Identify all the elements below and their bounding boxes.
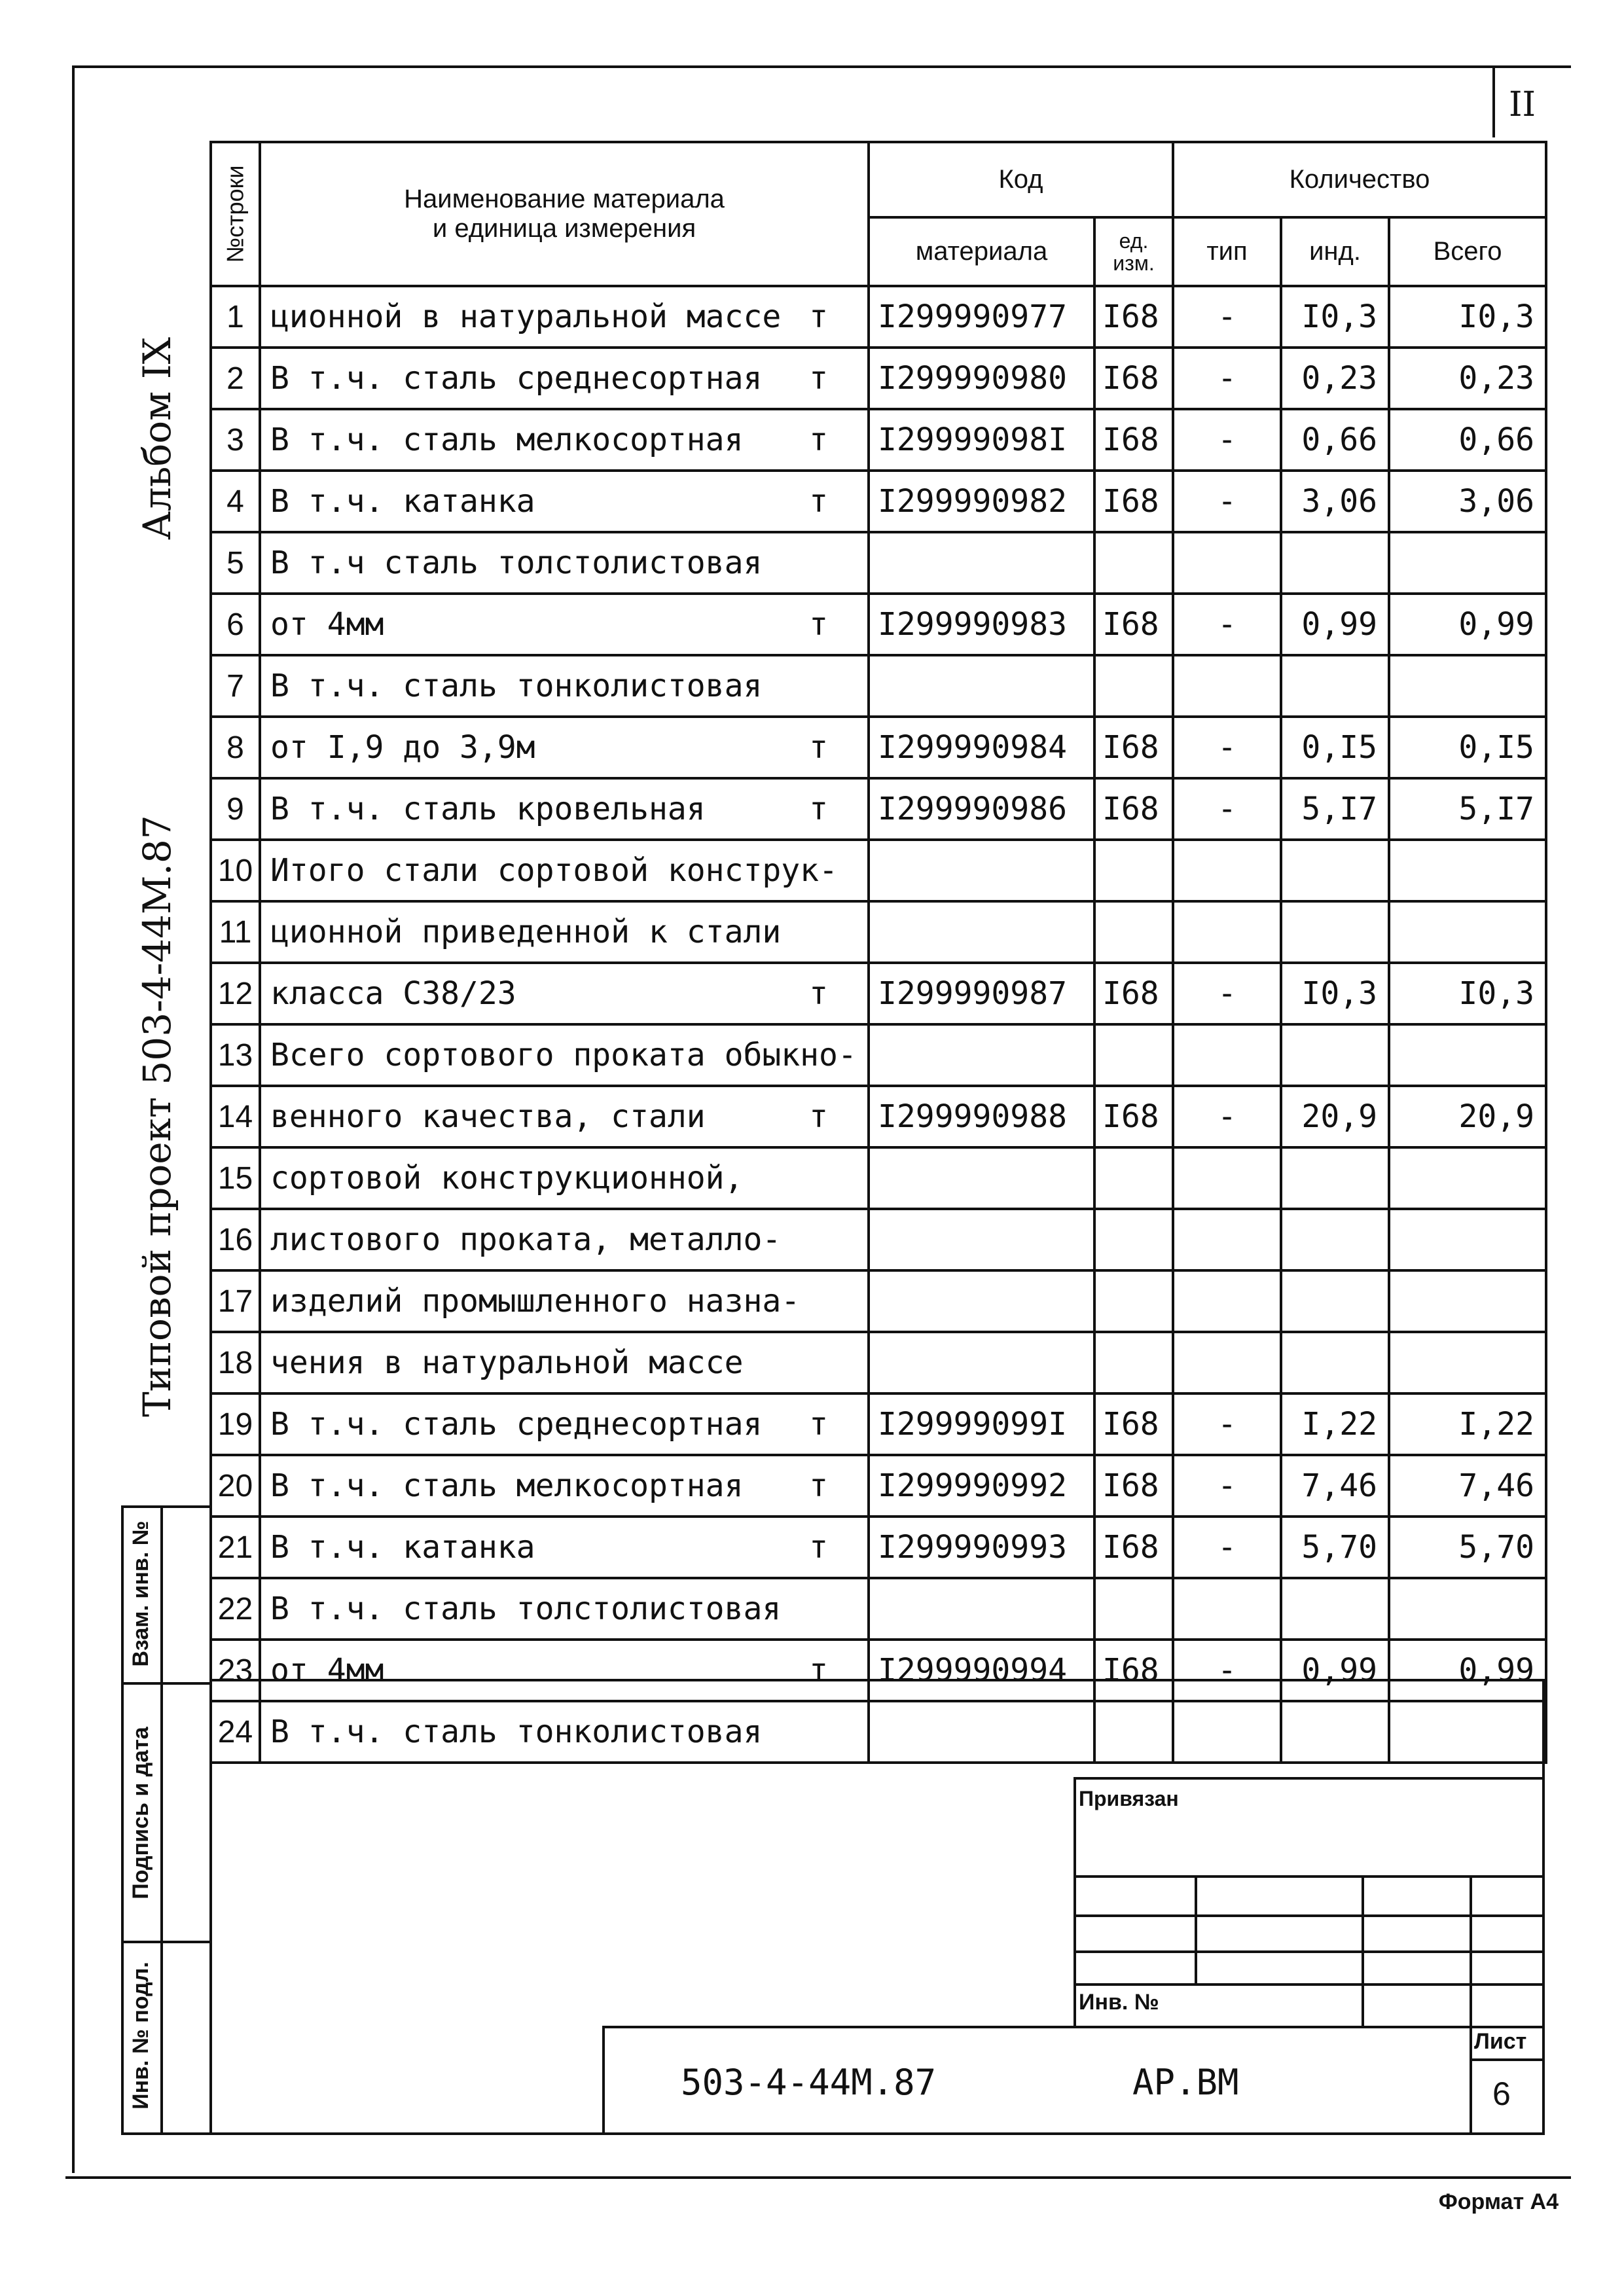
material-unit: т	[809, 1406, 828, 1443]
material-name-text: В т.ч. катанка	[270, 483, 535, 520]
qty-ind	[1281, 1024, 1389, 1086]
qty-type: -	[1173, 778, 1281, 840]
header-code-group: Код	[869, 142, 1173, 217]
qty-ind	[1281, 840, 1389, 901]
material-name	[260, 471, 869, 532]
table-row	[211, 1209, 1546, 1270]
table-row	[211, 532, 1546, 594]
material-code	[869, 655, 1094, 717]
row-number: 8	[211, 717, 260, 778]
material-name	[260, 1147, 869, 1209]
material-name	[260, 1578, 869, 1640]
row-number: 3	[211, 409, 260, 471]
qty-total	[1389, 1270, 1546, 1332]
material-code	[869, 1332, 1094, 1393]
qty-type	[1173, 1701, 1281, 1763]
row-number: 5	[211, 532, 260, 594]
unit-code: I68	[1094, 717, 1173, 778]
material-name	[260, 963, 869, 1024]
unit-code: I68	[1094, 594, 1173, 655]
qty-type: -	[1173, 286, 1281, 348]
material-code: I299990994	[869, 1640, 1094, 1701]
row-number: 11	[211, 901, 260, 963]
qty-type	[1173, 1024, 1281, 1086]
qty-total	[1389, 840, 1546, 901]
material-name	[260, 1455, 869, 1517]
qty-type	[1173, 1270, 1281, 1332]
material-unit: т	[809, 1529, 828, 1566]
unit-code	[1094, 1147, 1173, 1209]
row-number: 13	[211, 1024, 260, 1086]
material-code: I299990986	[869, 778, 1094, 840]
frame-top-line	[72, 65, 1571, 68]
qty-total: 0,99	[1389, 1640, 1546, 1701]
material-name-text: класса С38/23	[270, 975, 516, 1012]
qty-ind	[1281, 901, 1389, 963]
material-name	[260, 286, 869, 348]
material-name	[260, 1701, 869, 1763]
qty-ind	[1281, 1578, 1389, 1640]
table-row	[211, 348, 1546, 409]
header-name: Наименование материала и единица измерения	[260, 142, 869, 286]
unit-code: I68	[1094, 471, 1173, 532]
material-name	[260, 1517, 869, 1578]
material-name	[260, 655, 869, 717]
qty-total	[1389, 1024, 1546, 1086]
table-row	[211, 963, 1546, 1024]
material-unit: т	[809, 298, 828, 335]
table-row	[211, 901, 1546, 963]
qty-type: -	[1173, 1393, 1281, 1455]
row-number: 21	[211, 1517, 260, 1578]
stamp-replace-inv: Взам. инв. №	[128, 1520, 153, 1667]
qty-type: -	[1173, 409, 1281, 471]
material-unit: т	[809, 791, 828, 827]
frame-right-line	[1492, 65, 1495, 137]
material-unit: т	[809, 422, 828, 458]
material-name-text: В т.ч. сталь тонколистовая	[270, 1714, 763, 1750]
material-code: I299990988	[869, 1086, 1094, 1147]
qty-type	[1173, 901, 1281, 963]
row-number: 15	[211, 1147, 260, 1209]
qty-type: -	[1173, 717, 1281, 778]
qty-ind	[1281, 1701, 1389, 1763]
material-name	[260, 1209, 869, 1270]
qty-total: 20,9	[1389, 1086, 1546, 1147]
qty-total	[1389, 1209, 1546, 1270]
qty-total: 0,99	[1389, 594, 1546, 655]
table-row	[211, 655, 1546, 717]
material-name	[260, 1270, 869, 1332]
qty-type	[1173, 532, 1281, 594]
qty-total: 0,23	[1389, 348, 1546, 409]
header-rownum: №строки	[211, 142, 260, 286]
material-unit: т	[809, 483, 828, 520]
qty-ind	[1281, 1147, 1389, 1209]
unit-code: I68	[1094, 1640, 1173, 1701]
material-code: I29999099I	[869, 1393, 1094, 1455]
table-row	[211, 1640, 1546, 1701]
material-name-text: венного качества, стали	[270, 1098, 706, 1135]
row-number: 16	[211, 1209, 260, 1270]
material-name-text: Всего сортового проката обыкно-	[270, 1037, 857, 1073]
material-code: I29999098I	[869, 409, 1094, 471]
material-code: I299990993	[869, 1517, 1094, 1578]
row-number: 23	[211, 1640, 260, 1701]
qty-total	[1389, 1332, 1546, 1393]
stamp-signature-date: Подпись и дата	[128, 1727, 153, 1899]
material-code	[869, 1270, 1094, 1332]
row-number: 7	[211, 655, 260, 717]
material-name-text: чения в натуральной массе	[270, 1344, 744, 1381]
unit-code	[1094, 1209, 1173, 1270]
table-row	[211, 1455, 1546, 1517]
qty-type	[1173, 1147, 1281, 1209]
unit-code	[1094, 1578, 1173, 1640]
table-row	[211, 409, 1546, 471]
material-unit: т	[809, 360, 828, 397]
row-number: 22	[211, 1578, 260, 1640]
header-qty-group: Количество	[1173, 142, 1546, 217]
qty-ind	[1281, 1209, 1389, 1270]
qty-total: 5,70	[1389, 1517, 1546, 1578]
unit-code: I68	[1094, 1393, 1173, 1455]
qty-ind	[1281, 1270, 1389, 1332]
material-name-text: В т.ч. сталь кровельная	[270, 791, 706, 827]
material-code	[869, 1578, 1094, 1640]
table-row	[211, 778, 1546, 840]
row-number: 4	[211, 471, 260, 532]
material-code: I299990984	[869, 717, 1094, 778]
qty-type: -	[1173, 348, 1281, 409]
qty-ind	[1281, 532, 1389, 594]
unit-code: I68	[1094, 409, 1173, 471]
table-row	[211, 1578, 1546, 1640]
material-name-text: В т.ч сталь толстолистовая	[270, 545, 763, 581]
material-name	[260, 1024, 869, 1086]
material-name-text: В т.ч. сталь среднесортная	[270, 360, 763, 397]
qty-type	[1173, 1332, 1281, 1393]
material-name-text: от I,9 до 3,9м	[270, 729, 535, 766]
material-name	[260, 1332, 869, 1393]
material-name-text: В т.ч. сталь мелкосортная	[270, 1467, 744, 1504]
material-name-text: В т.ч. сталь тонколистовая	[270, 668, 763, 704]
unit-code	[1094, 901, 1173, 963]
qty-ind: 0,I5	[1281, 717, 1389, 778]
qty-total	[1389, 901, 1546, 963]
material-code	[869, 1024, 1094, 1086]
table-row	[211, 1147, 1546, 1209]
unit-code	[1094, 1024, 1173, 1086]
material-name-text: от 4мм	[270, 606, 384, 643]
material-name-text: ционной в натуральной массе	[270, 298, 782, 335]
table-row	[211, 1024, 1546, 1086]
qty-total	[1389, 1578, 1546, 1640]
material-name	[260, 594, 869, 655]
qty-type: -	[1173, 1455, 1281, 1517]
material-name	[260, 409, 869, 471]
table-row	[211, 1086, 1546, 1147]
row-number: 14	[211, 1086, 260, 1147]
row-number: 9	[211, 778, 260, 840]
material-code	[869, 1147, 1094, 1209]
material-name	[260, 840, 869, 901]
qty-type: -	[1173, 1517, 1281, 1578]
material-unit: т	[809, 729, 828, 766]
qty-ind	[1281, 1332, 1389, 1393]
qty-type	[1173, 840, 1281, 901]
qty-type: -	[1173, 1640, 1281, 1701]
qty-ind: 3,06	[1281, 471, 1389, 532]
material-unit: т	[809, 606, 828, 643]
material-code: I299990982	[869, 471, 1094, 532]
table-row	[211, 1270, 1546, 1332]
qty-total: I,22	[1389, 1393, 1546, 1455]
material-code: I299990987	[869, 963, 1094, 1024]
qty-total	[1389, 1701, 1546, 1763]
qty-total	[1389, 532, 1546, 594]
unit-code: I68	[1094, 778, 1173, 840]
unit-code: I68	[1094, 1455, 1173, 1517]
format-label: Формат А4	[1438, 2189, 1559, 2214]
row-number: 2	[211, 348, 260, 409]
doc-code: 503-4-44М.87	[681, 2062, 937, 2103]
qty-ind: 0,23	[1281, 348, 1389, 409]
table-row	[211, 1701, 1546, 1763]
row-number: 20	[211, 1455, 260, 1517]
project-caption: Типовой проект 503-4-44М.87	[135, 815, 179, 1417]
unit-code: I68	[1094, 286, 1173, 348]
material-code	[869, 1209, 1094, 1270]
material-code: I299990983	[869, 594, 1094, 655]
row-number: 6	[211, 594, 260, 655]
sheet-number: II	[1509, 85, 1536, 124]
material-name	[260, 348, 869, 409]
unit-code: I68	[1094, 348, 1173, 409]
material-code	[869, 840, 1094, 901]
material-name-text: изделий промышленного назна-	[270, 1283, 801, 1320]
qty-ind: 0,66	[1281, 409, 1389, 471]
row-number: 12	[211, 963, 260, 1024]
qty-total	[1389, 1147, 1546, 1209]
qty-type	[1173, 1209, 1281, 1270]
unit-code	[1094, 1332, 1173, 1393]
material-code: I299990992	[869, 1455, 1094, 1517]
unit-code	[1094, 1270, 1173, 1332]
qty-ind: I0,3	[1281, 286, 1389, 348]
qty-total: 0,I5	[1389, 717, 1546, 778]
material-name-text: В т.ч. сталь толстолистовая	[270, 1590, 782, 1627]
qty-type: -	[1173, 594, 1281, 655]
material-name	[260, 532, 869, 594]
qty-ind: 7,46	[1281, 1455, 1389, 1517]
material-code	[869, 1701, 1094, 1763]
qty-total: 7,46	[1389, 1455, 1546, 1517]
header-qty-total: Всего	[1389, 217, 1546, 286]
material-code	[869, 901, 1094, 963]
material-name-text: сортовой конструкционной,	[270, 1160, 744, 1196]
row-number: 18	[211, 1332, 260, 1393]
row-number: 19	[211, 1393, 260, 1455]
material-name	[260, 901, 869, 963]
qty-type: -	[1173, 471, 1281, 532]
row-number: 10	[211, 840, 260, 901]
qty-ind: I,22	[1281, 1393, 1389, 1455]
unit-code: I68	[1094, 1086, 1173, 1147]
material-name-text: В т.ч. сталь среднесортная	[270, 1406, 763, 1443]
qty-type: -	[1173, 1086, 1281, 1147]
qty-type: -	[1173, 963, 1281, 1024]
qty-total: I0,3	[1389, 286, 1546, 348]
material-name-text: от 4мм	[270, 1652, 384, 1689]
material-code: I299990980	[869, 348, 1094, 409]
row-number: 24	[211, 1701, 260, 1763]
material-name	[260, 778, 869, 840]
table-row	[211, 1393, 1546, 1455]
qty-total: I0,3	[1389, 963, 1546, 1024]
material-name-text: Итого стали сортовой конструк-	[270, 852, 838, 889]
qty-ind: 20,9	[1281, 1086, 1389, 1147]
qty-total: 5,I7	[1389, 778, 1546, 840]
materials-table	[209, 141, 1547, 1764]
header-qty-ind: инд.	[1281, 217, 1389, 286]
table-row	[211, 840, 1546, 901]
table-row	[211, 286, 1546, 348]
unit-code	[1094, 840, 1173, 901]
qty-ind	[1281, 655, 1389, 717]
material-code: I299990977	[869, 286, 1094, 348]
table-row	[211, 717, 1546, 778]
qty-total	[1389, 655, 1546, 717]
table-row	[211, 594, 1546, 655]
header-code-unit: ед. изм.	[1094, 217, 1173, 286]
material-name	[260, 1086, 869, 1147]
album-caption: Альбом IX	[135, 337, 179, 540]
material-name	[260, 1640, 869, 1701]
material-name	[260, 717, 869, 778]
qty-ind: 5,70	[1281, 1517, 1389, 1578]
material-unit: т	[809, 1098, 828, 1135]
qty-ind: 5,I7	[1281, 778, 1389, 840]
material-name-text: листового проката, металло-	[270, 1221, 782, 1258]
material-name-text: ционной приведенной к стали	[270, 914, 782, 950]
material-unit: т	[809, 1467, 828, 1504]
qty-ind: 0,99	[1281, 1640, 1389, 1701]
unit-code	[1094, 532, 1173, 594]
qty-ind: I0,3	[1281, 963, 1389, 1024]
row-number: 17	[211, 1270, 260, 1332]
material-name-text: В т.ч. катанка	[270, 1529, 535, 1566]
qty-type	[1173, 1578, 1281, 1640]
table-row	[211, 471, 1546, 532]
unit-code: I68	[1094, 1517, 1173, 1578]
unit-code	[1094, 655, 1173, 717]
qty-total: 3,06	[1389, 471, 1546, 532]
qty-ind: 0,99	[1281, 594, 1389, 655]
row-number: 1	[211, 286, 260, 348]
qty-type	[1173, 655, 1281, 717]
unit-code	[1094, 1701, 1173, 1763]
sheet-label: Лист	[1474, 2029, 1527, 2054]
material-code	[869, 532, 1094, 594]
frame-left-line	[72, 65, 75, 2173]
inv-label: Инв. №	[1079, 1990, 1159, 2015]
header-qty-type: тип	[1173, 217, 1281, 286]
material-unit: т	[809, 1652, 828, 1689]
material-name-text: В т.ч. сталь мелкосортная	[270, 422, 744, 458]
bound-label: Привязан	[1079, 1787, 1179, 1810]
table-row	[211, 1517, 1546, 1578]
stamp-orig-inv: Инв. № подл.	[128, 1962, 153, 2110]
header-code-material: материала	[869, 217, 1094, 286]
qty-total: 0,66	[1389, 409, 1546, 471]
material-name	[260, 1393, 869, 1455]
unit-code: I68	[1094, 963, 1173, 1024]
sheet-value: 6	[1492, 2075, 1511, 2112]
frame-bottom-line	[65, 2176, 1571, 2179]
material-unit: т	[809, 975, 828, 1012]
doc-mark: АР.ВМ	[1132, 2062, 1239, 2103]
table-row	[211, 1332, 1546, 1393]
